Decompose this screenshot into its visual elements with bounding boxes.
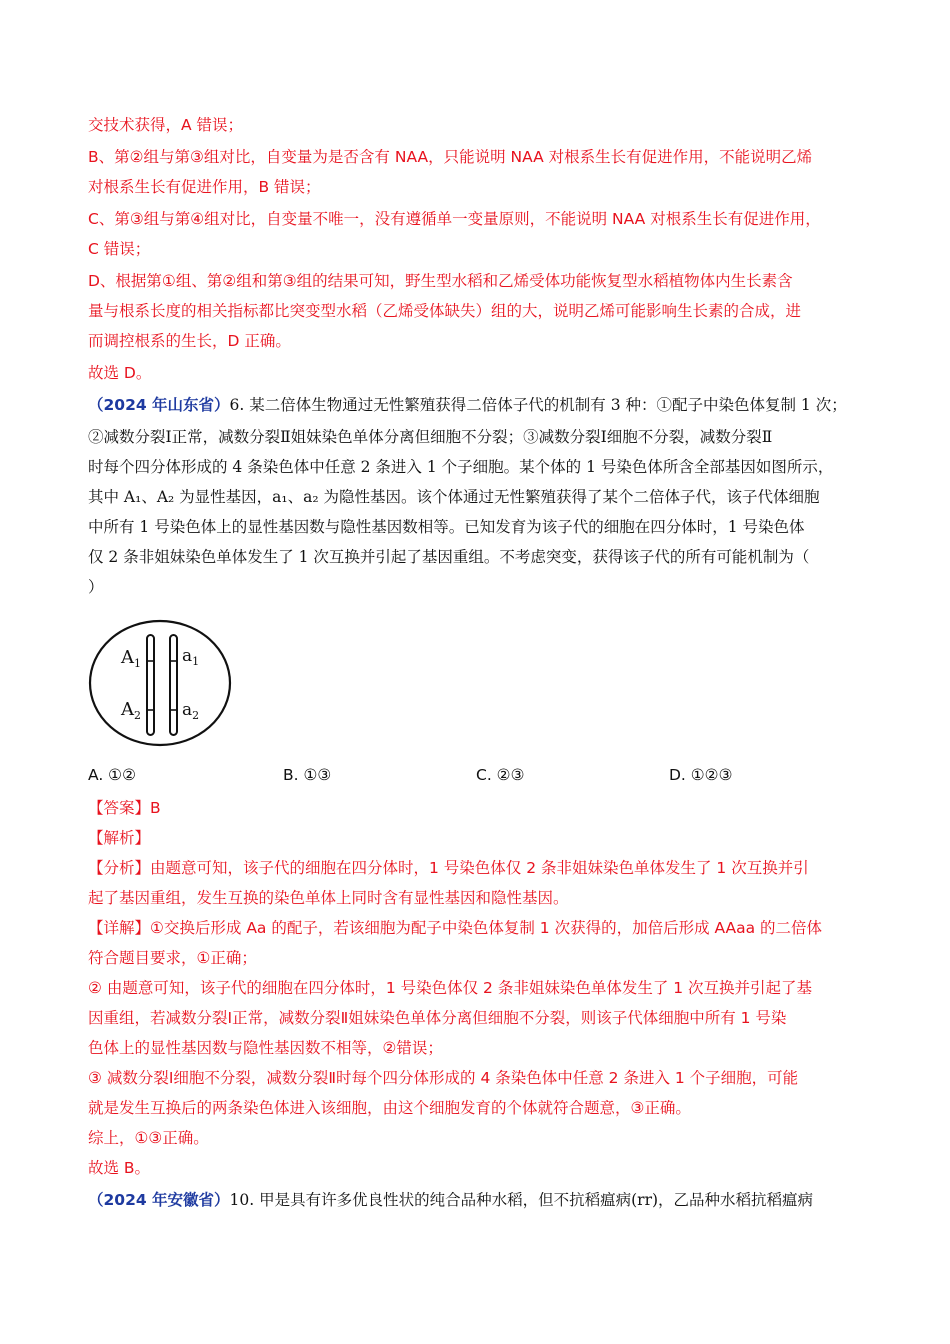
chromosome-left	[147, 635, 154, 735]
q10-stem-line1: 10. 甲是具有许多优良性状的纯合品种水稻，但不抗稻瘟病(rr)，乙品种水稻抗稻瘟病	[229, 1191, 814, 1209]
para-d-line2: 量与根系长度的相关指标都比突变型水稻（乙烯受体缺失）组的大，说明乙烯可能影响生长素的合成，进	[88, 302, 802, 320]
chromosome-figure	[88, 617, 238, 749]
summary: 综上，①③正确。	[88, 1129, 209, 1147]
q10-first-line	[88, 1190, 813, 1210]
cell-outline	[90, 621, 230, 745]
para-d-line3: 而调控根系的生长，D 正确。	[88, 332, 291, 350]
q6-stem-line6: 仅 2 条非姐妹染色单体发生了 1 次互换并引起了基因重组。不考虑突变，获得该子代的所有可能机制为（	[88, 548, 810, 566]
para-c-line1: C、第③组与第④组对比，自变量不唯一，没有遵循单一变量原则，不能说明 NAA 对根系生长有促进作用，	[88, 210, 821, 228]
para-b-line2: 对根系生长有促进作用，B 错误；	[88, 178, 321, 196]
q5-conclusion: 故选 D。	[88, 364, 152, 382]
para-a-end: 交技术获得，A 错误；	[88, 116, 244, 134]
choice-b: B. ①③	[283, 766, 332, 784]
q6-stem-line5: 中所有 1 号染色体上的显性基因数与隐性基因数相等。已知发育为该子代的细胞在四分体时，1 号染色体	[88, 518, 805, 536]
detail3-line2: 就是发生互换后的两条染色体进入该细胞，由这个细胞发育的个体就符合题意，③正确。	[88, 1099, 691, 1117]
detail3-line1: ③ 减数分裂Ⅰ细胞不分裂，减数分裂Ⅱ时每个四分体形成的 4 条染色体中任意 2 条进入 1 个子细胞，可能	[88, 1069, 799, 1087]
analysis-line2: 起了基因重组，发生互换的染色单体上同时含有显性基因和隐性基因。	[88, 889, 569, 907]
chromosome-right	[170, 635, 177, 735]
detail2-line1: ② 由题意可知，该子代的细胞在四分体时，1 号染色体仅 2 条非姐妹染色单体发生了 1 次互换并引起了基	[88, 979, 813, 997]
gene-a1-label: $a_1$	[182, 646, 200, 668]
gene-A1-label: $A_1$	[121, 647, 141, 670]
choice-a: A. ①②	[88, 766, 136, 784]
gene-A2-label: $A_2$	[121, 699, 141, 722]
q6-stem-line2: ②减数分裂Ⅰ正常，减数分裂Ⅱ姐妹染色单体分离但细胞不分裂；③减数分裂Ⅰ细胞不分裂，减数分裂Ⅱ	[88, 428, 773, 446]
para-d-line1: D、根据第①组、第②组和第③组的结果可知，野生型水稻和乙烯受体功能恢复型水稻植物体内生长素含	[88, 272, 793, 290]
analysis-heading: 【解析】	[88, 829, 151, 847]
para-c-line2: C 错误；	[88, 240, 151, 258]
q6-stem-line1: 6. 某二倍体生物通过无性繁殖获得二倍体子代的机制有 3 种：①配子中染色体复制 1 次；	[229, 396, 847, 414]
gene-a2-label: $a_2$	[182, 700, 200, 722]
detail1-line1: 【详解】①交换后形成 Aa 的配子，若该细胞为配子中染色体复制 1 次获得的，加倍后形成 AAaa 的二倍体	[88, 919, 823, 937]
q6-first-line	[88, 395, 847, 415]
analysis-line1: 【分析】由题意可知，该子代的细胞在四分体时，1 号染色体仅 2 条非姐妹染色单体发生了 1 次互换并引	[88, 859, 809, 877]
choice-d: D. ①②③	[669, 766, 733, 784]
detail2-line3: 色体上的显性基因数与隐性基因数不相等，②错误；	[88, 1039, 443, 1057]
q6-source-tag: （2024 年山东省）	[88, 396, 230, 414]
q6-conclusion: 故选 B。	[88, 1159, 151, 1177]
para-b-line1: B、第②组与第③组对比，自变量为是否含有 NAA，只能说明 NAA 对根系生长有促进作用，不能说明乙烯	[88, 148, 813, 166]
q6-stem-line3: 时每个四分体形成的 4 条染色体中任意 2 条进入 1 个子细胞。某个体的 1 号染色体所含全部基因如图所示，	[88, 458, 834, 476]
q10-source-tag: （2024 年安徽省）	[88, 1191, 230, 1209]
q6-stem-line4: 其中 A₁、A₂ 为显性基因，a₁、a₂ 为隐性基因。该个体通过无性繁殖获得了某个二倍体子代，该子代体细胞	[88, 488, 820, 506]
answer: 【答案】B	[88, 799, 161, 817]
choice-c: C. ②③	[476, 766, 525, 784]
detail1-line2: 符合题目要求，①正确；	[88, 949, 257, 967]
detail2-line2: 因重组，若减数分裂Ⅰ正常，减数分裂Ⅱ姐妹染色单体分离但细胞不分裂，则该子代体细胞中所有 1 号染	[88, 1009, 787, 1027]
q6-stem-line7: ）	[88, 578, 104, 596]
